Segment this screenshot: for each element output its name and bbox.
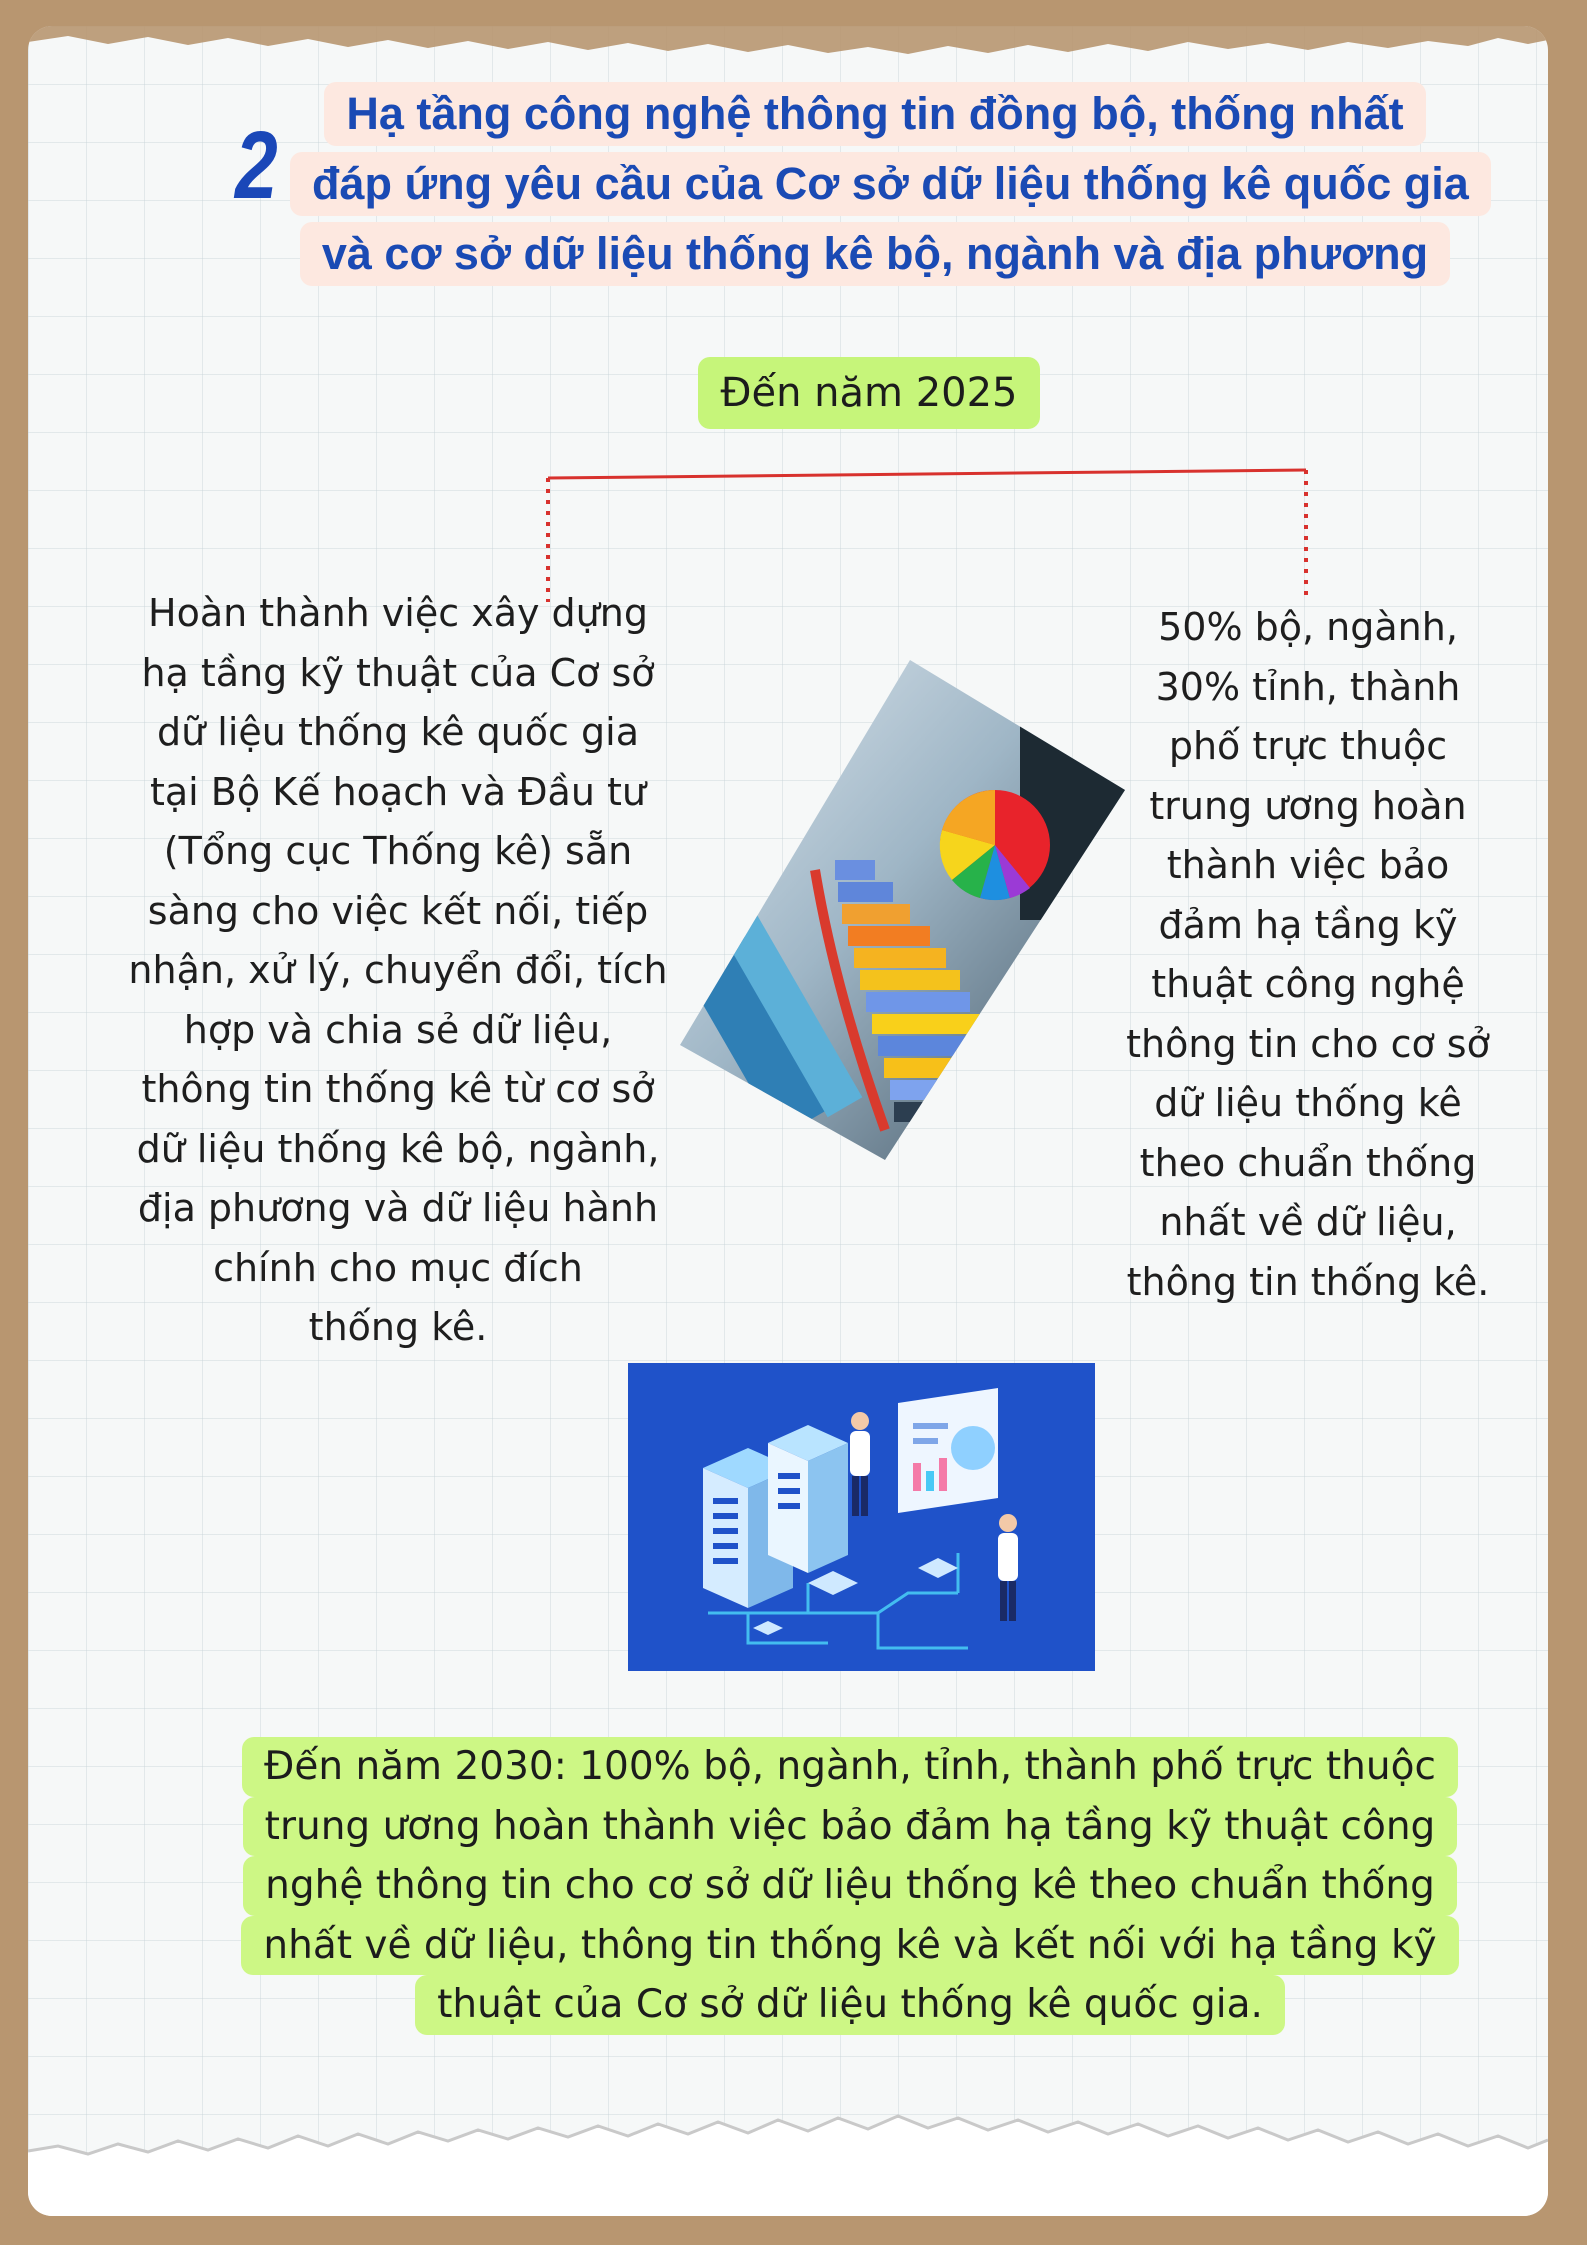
text-line: thông tin thống kê từ cơ sở (141, 1067, 655, 1111)
text-line: dữ liệu thống kê quốc gia (157, 710, 639, 754)
text-line: thuật của Cơ sở dữ liệu thống kê quốc gia. (415, 1975, 1285, 2035)
text-line: địa phương và dữ liệu hành (137, 1186, 659, 1230)
heading-line: Hạ tầng công nghệ thông tin đồng bộ, thống nhất (324, 82, 1425, 146)
text-line: dữ liệu thống kê (1154, 1081, 1462, 1125)
text-line: nhất về dữ liệu, (1159, 1200, 1457, 1244)
text-line: trung ương hoàn (1149, 783, 1467, 828)
text-line: hạ tầng kỹ thuật của Cơ sở (141, 650, 655, 695)
milestone-2025-right-text (1098, 598, 1518, 1312)
text-line: thống kê. (308, 1305, 488, 1349)
text-line: thông tin thống kê. (1126, 1259, 1490, 1304)
text-line: đảm hạ tầng kỹ (1158, 902, 1458, 947)
data-center-illustration (628, 1363, 1095, 1671)
text-line: Hoàn thành việc xây dựng (148, 591, 648, 635)
text-line: (Tổng cục Thống kê) sẵn (163, 829, 633, 873)
text-line: 30% tỉnh, thành (1155, 664, 1461, 709)
section-heading (290, 82, 1469, 292)
text-line: tại Bộ Kế hoạch và Đầu tư (149, 769, 646, 814)
text-line: thành việc bảo (1166, 843, 1450, 887)
text-line: hợp và chia sẻ dữ liệu, (183, 1007, 613, 1052)
bar-and-pie-chart-photo (680, 660, 1125, 1160)
text-line: thuật công nghệ (1151, 962, 1465, 1006)
text-line: dữ liệu thống kê bộ, ngành, (136, 1126, 660, 1171)
text-line: phố trực thuộc (1168, 724, 1448, 768)
text-line: theo chuẩn thống (1139, 1140, 1477, 1185)
text-line: thông tin cho cơ sở (1126, 1021, 1490, 1066)
text-line: nhất về dữ liệu, thông tin thống kê và kết nối với hạ tầng kỹ (241, 1916, 1458, 1976)
text-line: sàng cho việc kết nối, tiếp (147, 888, 649, 933)
text-line: nghệ thông tin cho cơ sở dữ liệu thống kê theo chuẩn thống (243, 1856, 1457, 1916)
text-line: trung ương hoàn thành việc bảo đảm hạ tầng kỹ thuật công (243, 1797, 1458, 1857)
section-number: 2 (235, 112, 278, 219)
milestone-2030-note (240, 1737, 1460, 2035)
heading-line: đáp ứng yêu cầu của Cơ sở dữ liệu thống kê quốc gia (290, 152, 1491, 216)
text-line: nhận, xử lý, chuyển đổi, tích (128, 948, 668, 992)
milestone-2025-label: Đến năm 2025 (698, 357, 1040, 429)
milestone-2025-left-text (118, 584, 678, 1358)
torn-edge-bottom (28, 2106, 1548, 2216)
text-line: Đến năm 2030: 100% bộ, ngành, tỉnh, thành phố trực thuộc (242, 1737, 1458, 1797)
torn-edge-top (28, 26, 1548, 86)
heading-line: và cơ sở dữ liệu thống kê bộ, ngành và địa phương (300, 222, 1450, 286)
text-line: 50% bộ, ngành, (1158, 605, 1458, 649)
text-line: chính cho mục đích (213, 1245, 583, 1290)
